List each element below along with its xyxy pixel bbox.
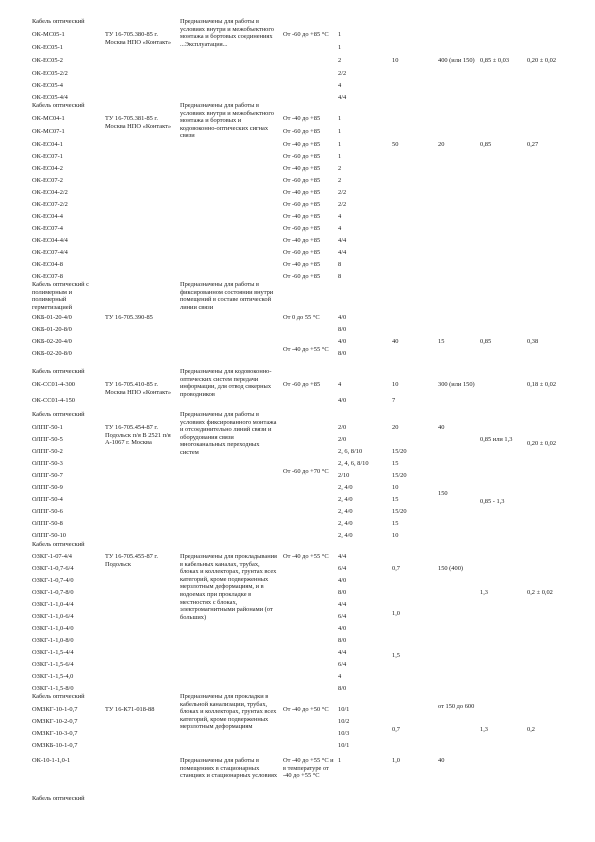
text-cell: 4/4 [338,553,347,560]
text-cell: 150 (400) [438,565,464,572]
text-cell: 2/0 [338,424,347,431]
text-cell: 10/1 [338,742,350,749]
text-cell: ОК-ЕС07-4/4 [32,249,68,256]
text-cell: 0,20 ± 0,02 [527,57,557,64]
text-cell: 10 [392,57,399,64]
text-cell: Кабель оптический [32,368,85,375]
text-cell: Кабель оптический [32,693,85,700]
text-cell: 150 [438,490,448,497]
text-cell: 4 [338,381,342,388]
text-cell: От -60 до +85 [283,128,321,135]
text-cell: 15/20 [392,448,407,455]
text-cell: От -40 до +85 [283,141,321,148]
text-cell: 1,0 [392,610,400,617]
text-cell: 0,85 ± 0,03 [480,57,510,64]
text-cell: Кабель оптический с полимерным и полимерный герметизацией [32,281,89,311]
text-cell: 10 [392,484,399,491]
text-cell: ОМЗКГ-10-2-0,7 [32,718,78,725]
text-cell: ОКБ-01-20-8/0 [32,326,72,333]
text-cell: 1 [338,153,342,160]
text-cell: 10 [392,532,399,539]
text-cell: 2 [338,177,342,184]
text-cell: 15 [392,496,399,503]
text-cell: ОК-ЕС04-1 [32,141,63,148]
text-cell: От -60 до +70 °С [283,468,329,475]
text-cell: От -60 до +85 [283,153,321,160]
text-cell: ОК-ЕС05-4/4 [32,94,68,101]
text-cell: ОЛПГ-50-3 [32,460,63,467]
text-cell: ОК-ЕС04-8 [32,261,63,268]
text-cell: 4/0 [338,338,347,345]
text-cell: Предназначены для прокладки в кабельной канализации, трубах, блоках и коллекторах, грунтах всех категорий, кроме подверженных мерзлотным деформациям [180,693,277,731]
text-cell: ОЗКГ-1-1,0-4/4 [32,601,74,608]
text-cell: 8 [338,273,342,280]
text-cell: ОК-ЕС04-4 [32,213,63,220]
text-cell: ОЛПГ-50-1 [32,424,63,431]
text-cell: 6/4 [338,661,347,668]
text-cell: ОЗКГ-1-0,7-6/4 [32,565,74,572]
text-cell: ОК-ЕС07-4 [32,225,63,232]
text-cell: Предназначены для работы в условиях внутри и межобъектного монтажа и бортовых и кодовоконно-оптических сигнах связи [180,102,274,140]
text-cell: 40 [438,424,445,431]
text-cell: От -60 до +85 [283,273,321,280]
text-cell: 1 [338,128,342,135]
text-cell: ОЛПГ-50-9 [32,484,63,491]
text-cell: Предназначены для прокладывания в кабельных каналах, трубах, блоках и коллекторах, грунтах всех категорий, кроме подверженных мерзлотным деформациям, и в водоемах при прокладке в местностях с блоках, электромагнитными районами (от больших) [180,553,277,621]
text-cell: 1 [338,115,342,122]
text-cell: ОК-ЕС04-2 [32,165,63,172]
text-cell: 4/4 [338,94,347,101]
text-cell: ТУ 16-705.410-85 г. Москва НПО «Контакт» [105,381,172,396]
text-cell: 4 [338,225,342,232]
text-cell: 2/10 [338,472,350,479]
text-cell: 15 [392,460,399,467]
text-cell: ОК-ЕС05-2 [32,57,63,64]
text-cell: От -40 до +55 °С [283,553,329,560]
text-cell: 2, 4/0 [338,508,353,515]
text-cell: 10 [392,381,399,388]
text-cell: 4/0 [338,625,347,632]
text-cell: ОЗКГ-1-1,5-4,0 [32,673,74,680]
text-cell: ОКБ-01-20-4/0 [32,314,72,321]
text-cell: ОЗКГ-1-1,5-8/0 [32,685,74,692]
text-cell: ОК-ЕС07-1 [32,153,63,160]
text-cell: 15 [438,338,445,345]
text-cell: 2, 4, 6, 8/10 [338,460,369,467]
text-cell: От -60 до +85 [283,225,321,232]
text-cell: 10/2 [338,718,350,725]
text-cell: ОЛПГ-50-2 [32,448,63,455]
text-cell: Кабель оптический [32,795,85,802]
text-cell: 20 [438,141,445,148]
text-cell: 1 [338,141,342,148]
text-cell: Кабель оптический [32,18,85,25]
text-cell: ОЛПГ-50-5 [32,436,63,443]
text-cell: 2/2 [338,70,347,77]
text-cell: От -40 до +85 [283,237,321,244]
text-cell: 4/4 [338,649,347,656]
text-cell: ОК-ЕС04-2/2 [32,189,68,196]
text-cell: ТУ 16-705.455-87 г. Подольск [105,553,158,568]
text-cell: 8/0 [338,685,347,692]
text-cell: ОК-ЕС05-1 [32,44,63,51]
text-cell: ОК-ЕС05-2/2 [32,70,68,77]
text-cell: 4/0 [338,577,347,584]
text-cell: ОЗКГ-1-1,5-4/4 [32,649,74,656]
text-cell: 40 [392,338,399,345]
text-cell: 0,7 [392,726,400,733]
text-cell: от 150 до 600 [438,703,475,710]
text-cell: Кабель оптический [32,411,85,418]
text-cell: ТУ 16-705.390-85 [105,314,153,321]
text-cell: ОК-МС04-1 [32,115,65,122]
text-cell: Кабель оптический [32,541,85,548]
text-cell: 1,3 [480,589,488,596]
text-cell: 4 [338,673,342,680]
text-cell: От -40 до +55 °С и в температуре от -40 до +55 °С [283,757,334,780]
text-cell: 4 [338,82,342,89]
text-cell: 10/3 [338,730,350,737]
text-cell: 4/4 [338,237,347,244]
text-cell: ОЗКГ-1-07-4/4 [32,553,72,560]
text-cell: От -40 до +85 [283,189,321,196]
text-cell: 2 [338,165,342,172]
text-cell: 2/0 [338,436,347,443]
text-cell: 1,0 [392,757,400,764]
text-cell: 6/4 [338,565,347,572]
text-cell: ОКБ-02-20-8/0 [32,350,72,357]
text-cell: ОЗКГ-1-0,7-8/0 [32,589,74,596]
text-cell: 0,2 [527,726,535,733]
text-cell: ОК-СС01-4-150 [32,397,75,404]
text-cell: 2 [338,57,342,64]
text-cell: 7 [392,397,396,404]
text-cell: ТУ 16-705.381-85 г. Москва НПО «Контакт» [105,115,172,130]
text-cell: ОК-МС07-1 [32,128,65,135]
text-cell: ОЛПГ-50-4 [32,496,63,503]
text-cell: 1 [338,31,342,38]
text-cell: ОМЗКГ-10-1-0,7 [32,706,78,713]
text-cell: ОК-ЕС07-8 [32,273,63,280]
text-cell: 8 [338,261,342,268]
text-cell: 0,20 ± 0,02 [527,440,557,447]
text-cell: ОК-ЕС07-2 [32,177,63,184]
text-cell: 8/0 [338,350,347,357]
text-cell: От -40 до +85 [283,115,321,122]
text-cell: Кабель оптический [32,102,85,109]
text-cell: 2, 6, 8/10 [338,448,363,455]
text-cell: 4/0 [338,397,347,404]
text-cell: ОК-ЕС04-4/4 [32,237,68,244]
text-cell: 1 [338,757,342,764]
text-cell: ОК-СС01-4-300 [32,381,75,388]
text-cell: 20 [392,424,399,431]
text-cell: 50 [392,141,399,148]
text-cell: 1,5 [392,652,400,659]
text-cell: 300 (или 150) [438,381,475,388]
text-cell: Предназначены для кодовоконно-оптических систем передачи информации, для отвод свкерных проводников [180,368,272,398]
text-cell: Предназначены для работы в условиях внутри и межобъектного монтажа и бортовых соединениях ...Эксплуатация... [180,18,274,48]
text-cell: От -40 до +85 [283,213,321,220]
text-cell: 0,85 [480,141,492,148]
text-cell: 1 [338,44,342,51]
text-cell: 0,7 [392,565,400,572]
text-cell: ОМЗКГ-10-3-0,7 [32,730,78,737]
text-cell: 6/4 [338,613,347,620]
text-cell: 8/0 [338,589,347,596]
text-cell: 4 [338,213,342,220]
text-cell: От -60 до +85 [283,201,321,208]
text-cell: От -60 до +85 [283,177,321,184]
text-cell: ОЛПГ-50-10 [32,532,66,539]
text-cell: ОК-10-1-1,0-1 [32,757,71,764]
text-cell: 1,3 [480,726,488,733]
text-cell: ОК-ЕС05-4 [32,82,63,89]
text-cell: От -60 до +85 °С [283,31,329,38]
text-cell: 10/1 [338,706,350,713]
text-cell: ТУ 16-705.454-87 г. Подольск п/я В 2521 п/я А-1067 г. Москва [105,424,171,447]
text-cell: Предназначены для работы в условиях фиксированного монтажа и отсоединительно линий связи и оборудования связи многоканальных переходных систем [180,411,277,456]
text-cell: 0,85 - 1,3 [480,498,505,505]
text-cell: ОЗКГ-1-1,0-8/0 [32,637,74,644]
text-cell: 15/20 [392,508,407,515]
text-cell: ОЗКГ-1-0,7-4/0 [32,577,74,584]
text-cell: ОЛПГ-50-6 [32,508,63,515]
text-cell: ОКБ-02-20-4/0 [32,338,72,345]
text-cell: 8/0 [338,637,347,644]
text-cell: ОЗКГ-1-1,0-6/4 [32,613,74,620]
text-cell: 0,27 [527,141,539,148]
text-cell: 0,2 ± 0,02 [527,589,553,596]
text-cell: ТУ 16-705.380-85 г. Москва НПО «Контакт» [105,31,172,46]
text-cell: ТУ 16-К71-018-88 [105,706,155,713]
text-cell: 2, 4/0 [338,496,353,503]
text-cell: 2/2 [338,189,347,196]
text-cell: 40 [438,757,445,764]
text-cell: От 0 до 55 °С [283,314,320,321]
text-cell: 2, 4/0 [338,520,353,527]
text-cell: От -40 до +55 °С [283,346,329,353]
text-cell: ОМЗКБ-10-1-0,7 [32,742,78,749]
text-cell: ОЛПГ-50-7 [32,472,63,479]
text-cell: ОК-МС05-1 [32,31,65,38]
text-cell: 15 [392,520,399,527]
text-cell: От -60 до +85 [283,249,321,256]
text-cell: От -40 до +85 [283,261,321,268]
text-cell: 400 (или 150) [438,57,475,64]
text-cell: 4/0 [338,314,347,321]
text-cell: ОК-ЕС07-2/2 [32,201,68,208]
text-cell: Предназначены для работы в помещениях в стационарных станциях и стационарных условиях [180,757,278,780]
text-cell: 4/4 [338,601,347,608]
text-cell: ОЗКГ-1-1,0-4/0 [32,625,74,632]
text-cell: 0,85 [480,338,492,345]
text-cell: От -60 до +85 [283,381,321,388]
text-cell: 2, 4/0 [338,532,353,539]
text-cell: От -40 до +85 [283,165,321,172]
text-cell: 15/20 [392,472,407,479]
text-cell: 0,85 или 1,3 [480,436,513,443]
text-cell: 2, 4/0 [338,484,353,491]
text-cell: Предназначены для работы в фиксированном состоянии внутри помещений в составе оптической линии связи [180,281,274,311]
text-cell: 0,38 [527,338,539,345]
text-cell: 4/4 [338,249,347,256]
text-cell: ОЗКГ-1-1,5-6/4 [32,661,74,668]
text-cell: 8/0 [338,326,347,333]
text-cell: 0,18 ± 0,02 [527,381,557,388]
text-cell: 2/2 [338,201,347,208]
text-cell: ОЛПГ-50-8 [32,520,63,527]
text-cell: От -40 до +50 °С [283,706,329,713]
